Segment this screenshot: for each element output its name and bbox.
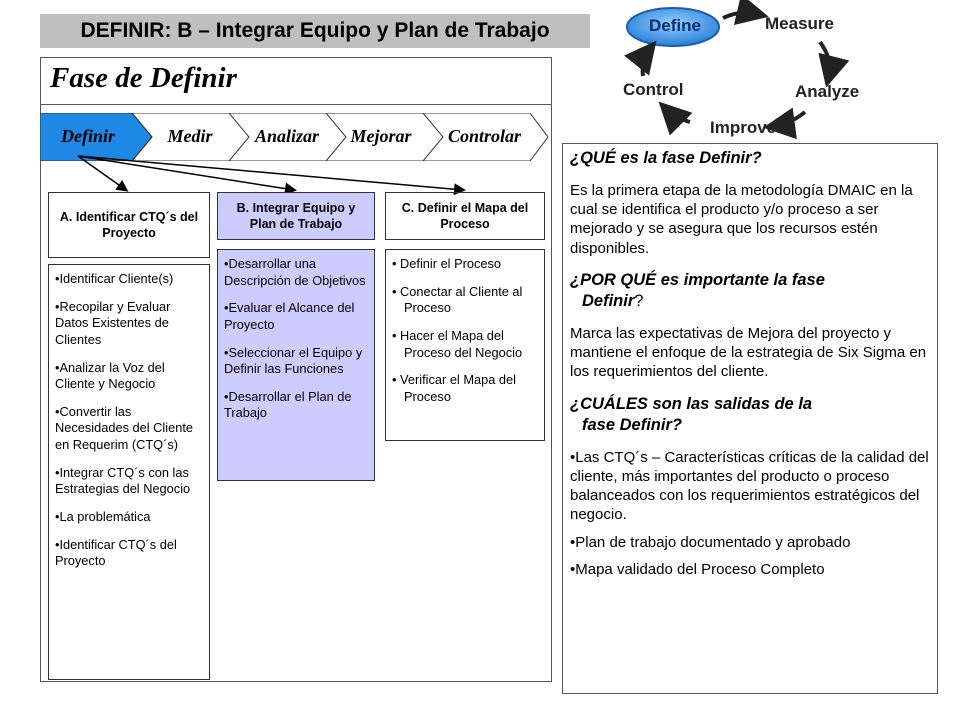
output-item: •Mapa validado del Proceso Completo	[570, 560, 825, 578]
phase-title: Fase de Definir	[50, 62, 237, 94]
list-item: •Evaluar el Alcance del Proyecto	[224, 300, 355, 332]
output-item: •Plan de trabajo documentado y aprobado	[570, 533, 851, 551]
list-item: • Conectar al Cliente al Proceso	[392, 283, 523, 316]
list-item: •Desarrollar el Plan de Trabajo	[224, 388, 352, 421]
question-why-mark: ?	[634, 291, 644, 310]
list-item: •Identificar CTQ´s del Proyecto	[55, 536, 177, 569]
list-item: •Convertir las Necesidades del Cliente en Requerim (CTQ´s)	[55, 403, 194, 452]
chevron-label-definir: Definir	[61, 126, 115, 146]
question-why-line1: ¿POR QUÉ es importante la fase	[570, 270, 825, 289]
list-item: •Identificar Cliente(s)	[55, 271, 174, 286]
chevron-label-mejorar: Mejorar	[350, 126, 412, 146]
cycle-label-measure: Measure	[765, 14, 834, 33]
question-which	[570, 394, 932, 436]
list-item: •Analizar la Voz del Cliente y Negocio	[55, 359, 165, 392]
list-item: •Integrar CTQ´s con las Estrategias del Negocio	[55, 464, 191, 497]
question-which-line1: ¿CUÁLES son las salidas de la	[570, 394, 813, 413]
output-item: •Las CTQ´s – Características críticas de la calidad del cliente, más importantes del producto o proceso balanceados con los requerimientos estratégicos del negocio.	[570, 448, 929, 524]
chevron-label-controlar: Controlar	[447, 126, 522, 146]
answer-why: Marca las expectativas de Mejora del proyecto y mantiene el enfoque de la estrategia de Six Sigma en los requerimientos del cliente.	[570, 325, 927, 381]
cycle-label-define: Define	[649, 16, 701, 35]
chevron-end	[530, 113, 548, 161]
question-why	[570, 270, 932, 312]
info-panel-content	[570, 148, 932, 587]
cycle-label-control: Control	[623, 80, 684, 99]
column-b-list	[217, 249, 375, 481]
list-item: • Definir el Proceso	[392, 256, 502, 271]
arrow-to-col-a	[78, 156, 126, 190]
title-divider	[40, 104, 552, 105]
dmaic-cycle-graphic	[615, 0, 960, 145]
arrow-to-col-c	[78, 156, 463, 190]
list-item: •Desarrollar una Descripción de Objetivos	[224, 256, 366, 288]
question-what: ¿QUÉ es la fase Definir?	[570, 149, 762, 167]
chevron-label-medir: Medir	[167, 126, 213, 146]
arrow-control-define	[643, 50, 649, 76]
question-which-line2: fase Definir?	[582, 415, 682, 434]
column-c-heading: C. Definir el Mapa del Proceso	[385, 192, 545, 240]
arrow-measure-analyze	[820, 42, 830, 76]
list-item: •La problemática	[55, 508, 151, 524]
column-a-list	[48, 264, 210, 680]
arrow-improve-control	[667, 110, 690, 122]
connector-arrows	[40, 150, 490, 198]
header-banner: DEFINIR: B – Integrar Equipo y Plan de Trabajo	[40, 14, 590, 48]
question-why-line2: Definir	[582, 291, 635, 310]
column-b-heading: B. Integrar Equipo y Plan de Trabajo	[217, 192, 375, 240]
cycle-label-analyze: Analyze	[795, 82, 860, 101]
list-item: • Verificar el Mapa del Proceso	[392, 372, 516, 404]
chevron-label-analizar: Analizar	[254, 126, 320, 146]
column-c-list	[385, 249, 545, 441]
cycle-label-improve: Improve	[710, 118, 777, 137]
column-a-heading: A. Identificar CTQ´s del Proyecto	[48, 192, 210, 258]
list-item: •Recopilar y Evaluar Datos Existentes de Clientes	[55, 298, 171, 347]
list-item: • Hacer el Mapa del Proceso del Negocio	[392, 327, 523, 360]
answer-what: Es la primera etapa de la metodología DMAIC en la cual se identifica el producto y/o proceso a ser mejorado y se asegura que los recursos estén disponibles.	[570, 182, 913, 257]
arrow-analyze-improve	[775, 112, 805, 126]
arrow-to-col-b	[78, 156, 294, 190]
list-item: •Seleccionar el Equipo y Definir las Funciones	[224, 344, 363, 377]
arrow-define-measure	[723, 13, 757, 18]
